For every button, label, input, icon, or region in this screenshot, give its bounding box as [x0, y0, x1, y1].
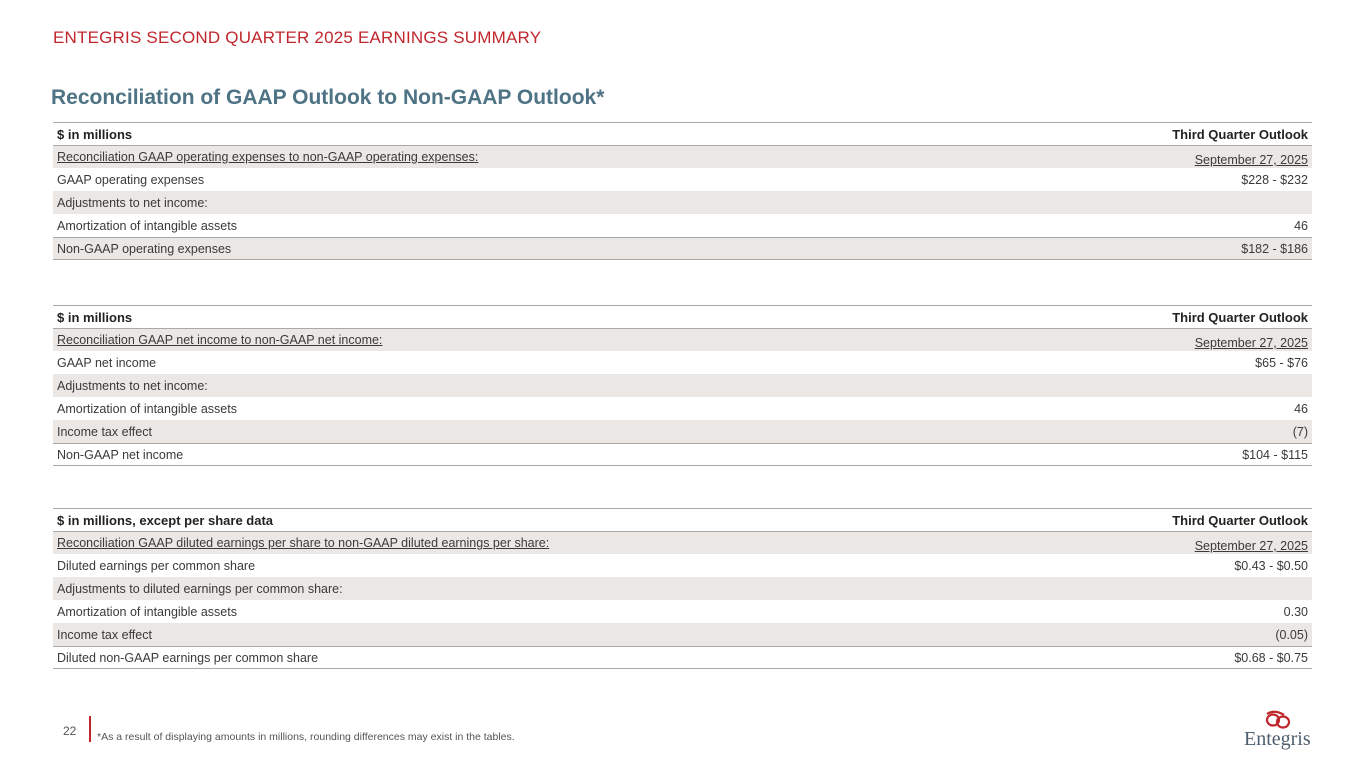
table-header-row — [53, 122, 1312, 145]
table-subheader-date: September 27, 2025 — [1194, 153, 1308, 167]
table-header-row — [53, 305, 1312, 328]
table-header-label: $ in millions — [57, 126, 133, 142]
header-title: ENTEGRIS SECOND QUARTER 2025 EARNINGS SUMMARY — [53, 28, 542, 47]
table-header-value: Third Quarter Outlook — [1172, 126, 1308, 142]
slide-title: Reconciliation of GAAP Outlook to Non-GAAP Outlook* — [51, 86, 605, 109]
table-header-value: Third Quarter Outlook — [1172, 512, 1308, 528]
row-value: 46 — [1294, 218, 1308, 233]
table-subheader-row — [53, 145, 1312, 168]
row-value: $0.43 - $0.50 — [1234, 558, 1308, 573]
table-subheader-label: Reconciliation GAAP diluted earnings per share to non-GAAP diluted earnings per share: — [57, 536, 550, 550]
table-row — [53, 577, 1312, 600]
table-subheader-label: Reconciliation GAAP operating expenses to non-GAAP operating expenses: — [57, 150, 479, 164]
table-row — [53, 420, 1312, 443]
table-row — [53, 600, 1312, 623]
row-value: $65 - $76 — [1255, 355, 1308, 370]
row-label: Income tax effect — [57, 424, 152, 439]
row-label: Adjustments to net income: — [57, 195, 208, 210]
row-value: $228 - $232 — [1241, 172, 1308, 187]
row-label: Adjustments to diluted earnings per common share: — [57, 581, 343, 596]
table-row — [53, 168, 1312, 191]
row-value: $182 - $186 — [1241, 241, 1308, 256]
table-header-label: $ in millions — [57, 309, 133, 325]
row-label: Adjustments to net income: — [57, 378, 208, 393]
row-label: Amortization of intangible assets — [57, 218, 237, 233]
table-total-row — [53, 443, 1312, 466]
row-label: Amortization of intangible assets — [57, 604, 237, 619]
table-header-value: Third Quarter Outlook — [1172, 309, 1308, 325]
row-label: Diluted non-GAAP earnings per common share — [57, 650, 319, 665]
row-label: Non-GAAP operating expenses — [57, 241, 232, 256]
table-subheader-date: September 27, 2025 — [1194, 336, 1308, 350]
row-value: 46 — [1294, 401, 1308, 416]
row-value: $104 - $115 — [1242, 447, 1308, 462]
row-label: Amortization of intangible assets — [57, 401, 237, 416]
row-value: $0.68 - $0.75 — [1234, 650, 1308, 665]
row-label: Diluted earnings per common share — [57, 558, 256, 573]
page-number: 22 — [63, 724, 77, 738]
logo-wordmark: Entegris — [1244, 728, 1311, 750]
table-subheader-label: Reconciliation GAAP net income to non-GAAP net income: — [57, 333, 383, 347]
row-value: 0.30 — [1283, 604, 1308, 619]
row-label: Non-GAAP net income — [57, 447, 184, 462]
row-label: GAAP net income — [57, 355, 157, 370]
table-subheader-row — [53, 328, 1312, 351]
footnote: *As a result of displaying amounts in millions, rounding differences may exist in the tables. — [97, 731, 515, 743]
table-subheader-row — [53, 531, 1312, 554]
net-income-reconciliation-table — [53, 305, 1312, 466]
row-label: GAAP operating expenses — [57, 172, 205, 187]
row-value: (7) — [1292, 424, 1308, 439]
table-row — [53, 374, 1312, 397]
table-subheader-date: September 27, 2025 — [1194, 539, 1308, 553]
table-row — [53, 351, 1312, 374]
eps-reconciliation-table — [53, 508, 1312, 669]
row-label: Income tax effect — [57, 627, 152, 642]
row-value: (0.05) — [1275, 627, 1308, 642]
opex-reconciliation-table — [53, 122, 1312, 260]
table-row — [53, 554, 1312, 577]
table-row — [53, 623, 1312, 646]
table-row — [53, 214, 1312, 237]
table-total-row — [53, 646, 1312, 669]
table-row — [53, 191, 1312, 214]
footer-divider — [89, 716, 91, 742]
table-header-row — [53, 508, 1312, 531]
table-total-row — [53, 237, 1312, 260]
table-header-label: $ in millions, except per share data — [57, 512, 274, 528]
table-row — [53, 397, 1312, 420]
